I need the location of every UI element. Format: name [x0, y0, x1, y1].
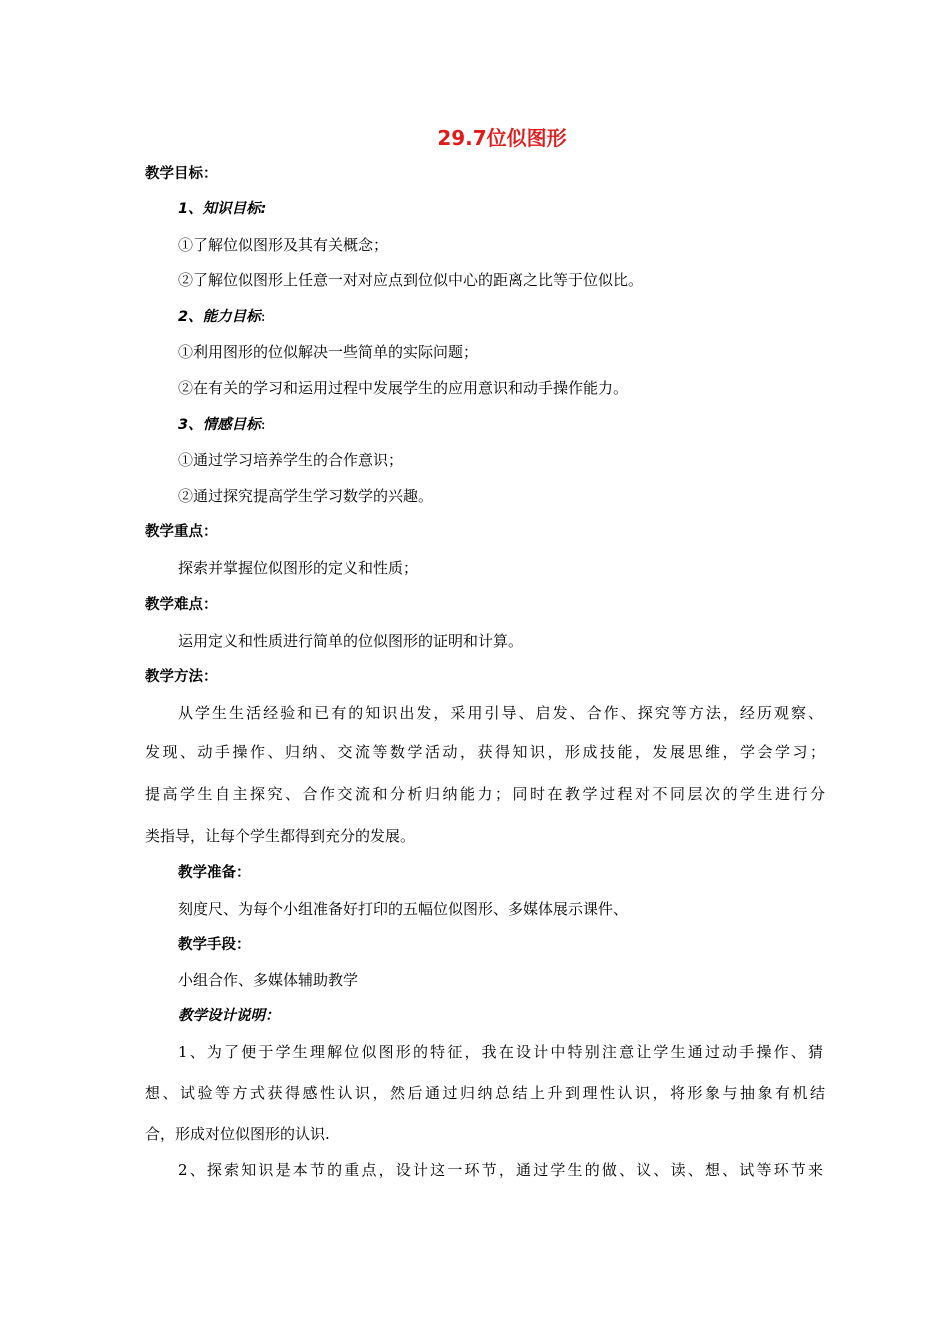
design-heading: 教学设计说明： [178, 1008, 280, 1024]
design-paragraph-line: 1、为了便于学生理解位似图形的特征，我在设计中特别注意让学生通过动手操作、猜 [178, 1043, 823, 1061]
preparation-heading: 教学准备： [178, 865, 251, 881]
method-heading: 教学方法： [145, 669, 218, 685]
knowledge-goal-item: ①了解位似图形及其有关概念； [178, 236, 389, 254]
knowledge-goals-heading: 1、知识目标: [178, 201, 267, 217]
ability-goals-heading-row [178, 306, 266, 327]
key-points-heading: 教学重点： [145, 524, 218, 540]
key-points-text: 探索并掌握位似图形的定义和性质； [178, 559, 419, 577]
emotion-goals-colon: : [260, 415, 266, 433]
design-paragraph-line: 2、探索知识是本节的重点，设计这一环节，通过学生的做、议、读、想、试等环节来 [178, 1161, 823, 1179]
emotion-goal-item: ①通过学习培养学生的合作意识； [178, 451, 404, 469]
emotion-goal-item: ②通过探究提高学生学习数学的兴趣。 [178, 487, 434, 505]
ability-goal-item: ①利用图形的位似解决一些简单的实际问题； [178, 343, 479, 361]
method-paragraph-line: 类指导，让每个学生都得到充分的发展。 [145, 827, 416, 845]
page-title: 29.7位似图形 [437, 126, 567, 150]
emotion-goals-heading: 3、情感目标 [178, 417, 261, 433]
method-paragraph-line: 从学生生活经验和已有的知识出发，采用引导、启发、合作、探究等方法，经历观察、 [178, 704, 823, 722]
design-paragraph-line: 合，形成对位似图形的认识. [145, 1125, 330, 1143]
method-paragraph-line: 提高学生自主探究、合作交流和分析归纳能力；同时在教学过程对不同层次的学生进行分 [145, 785, 825, 803]
emotion-goals-heading-row [178, 414, 266, 435]
difficulty-text: 运用定义和性质进行简单的位似图形的证明和计算。 [178, 632, 524, 650]
means-heading: 教学手段： [178, 937, 251, 953]
ability-goals-colon: : [260, 307, 266, 325]
difficulty-heading: 教学难点： [145, 597, 218, 613]
goals-heading: 教学目标： [145, 166, 218, 182]
preparation-text: 刻度尺、为每个小组准备好打印的五幅位似图形、多媒体展示课件、 [178, 900, 629, 918]
ability-goals-heading: 2、能力目标 [178, 309, 261, 325]
method-paragraph-line: 发现、动手操作、归纳、交流等数学活动，获得知识，形成技能，发展思维，学会学习； [145, 743, 825, 761]
means-text: 小组合作、多媒体辅助教学 [178, 971, 359, 989]
design-paragraph-line: 想、试验等方式获得感性认识，然后通过归纳总结上升到理性认识，将形象与抽象有机结 [145, 1084, 825, 1102]
knowledge-goal-item: ②了解位似图形上任意一对对应点到位似中心的距离之比等于位似比。 [178, 271, 644, 289]
ability-goal-item: ②在有关的学习和运用过程中发展学生的应用意识和动手操作能力。 [178, 379, 629, 397]
